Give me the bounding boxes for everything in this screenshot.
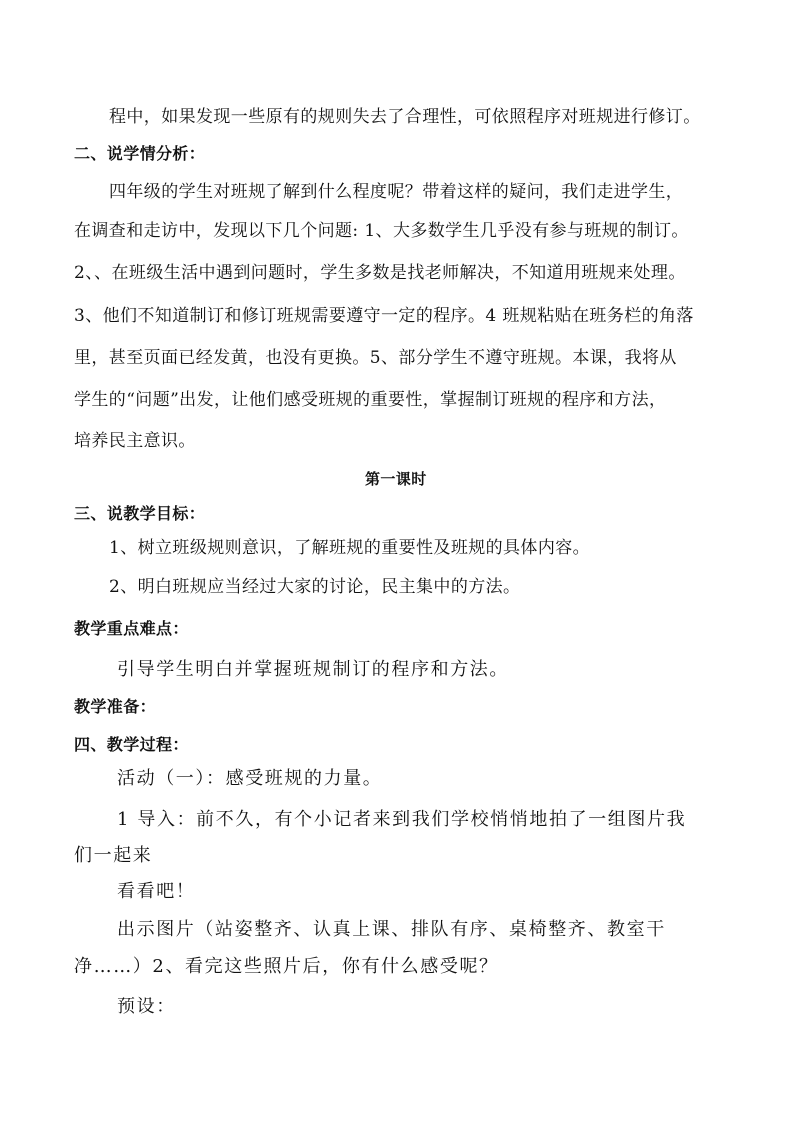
paragraph-line: 四年级的学生对班规了解到什么程度呢？带着这样的疑问，我们走进学生， bbox=[109, 182, 684, 202]
paragraph-line: 程中，如果发现一些原有的规则失去了合理性，可依照程序对班规进行修订。 bbox=[109, 107, 701, 127]
paragraph-line: 里，甚至页面已经发黄，也没有更换。5、部分学生不遵守班规。本课，我将从 bbox=[74, 348, 677, 368]
paragraph-line: 们一起来 bbox=[74, 845, 153, 866]
activity-title: 活动（一）：感受班规的力量。 bbox=[117, 768, 383, 789]
paragraph-line: 3、他们不知道制订和修订班规需要遵守一定的程序。4 班规粘贴在班务栏的角落 bbox=[74, 306, 694, 326]
section-heading-key-points: 教学重点难点： bbox=[74, 619, 189, 638]
section-heading-teaching-process: 四、教学过程： bbox=[74, 735, 189, 754]
paragraph-line: 看看吧！ bbox=[117, 881, 196, 902]
paragraph-line: 净……）2、看完这些照片后，你有什么感受呢？ bbox=[74, 956, 499, 977]
paragraph-line: 2、、在班级生活中遇到问题时，学生多数是找老师解决，不知道用班规来处理。 bbox=[74, 263, 686, 283]
section-heading-teaching-goals: 三、说教学目标： bbox=[74, 504, 206, 523]
key-points-text: 引导学生明白并掌握班规制订的程序和方法。 bbox=[117, 659, 509, 680]
goal-item: 2、明白班规应当经过大家的讨论，民主集中的方法。 bbox=[109, 577, 521, 597]
paragraph-line: 出示图片（站姿整齐、认真上课、排队有序、桌椅整齐、教室干 bbox=[117, 919, 666, 940]
paragraph-line: 预设： bbox=[117, 996, 176, 1017]
goal-item: 1、树立班级规则意识，了解班规的重要性及班规的具体内容。 bbox=[109, 538, 591, 558]
section-heading-preparation: 教学准备： bbox=[74, 697, 157, 716]
paragraph-line: 培养民主意识。 bbox=[74, 431, 196, 451]
lesson-title: 第一课时 bbox=[365, 470, 427, 488]
paragraph-line: 学生的“问题”出发，让他们感受班规的重要性，掌握制订班规的程序和方法， bbox=[74, 390, 667, 410]
paragraph-line: 在调查和走访中，发现以下几个问题: 1、大多数学生几乎没有参与班规的制订。 bbox=[74, 221, 689, 241]
section-heading-student-analysis: 二、说学情分析： bbox=[74, 144, 206, 163]
paragraph-line: 1 导入：前不久，有个小记者来到我们学校悄悄地拍了一组图片我 bbox=[117, 809, 687, 830]
